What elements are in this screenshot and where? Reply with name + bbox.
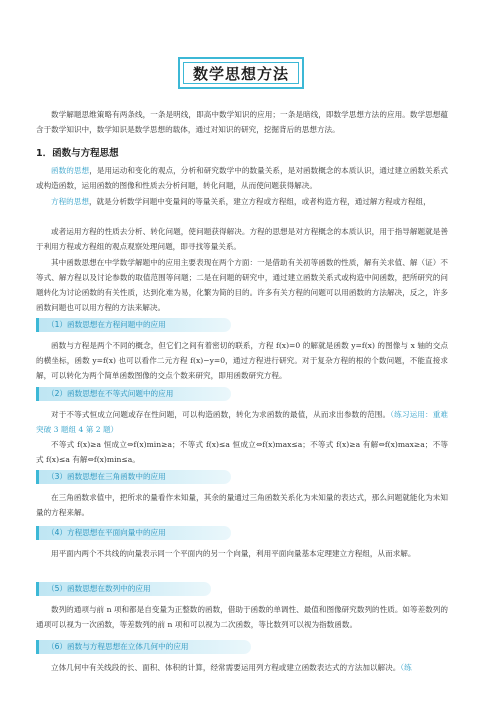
- subsection-6-text: 立体几何中有关线段的长、面积、体积的计算，经常需要运用列方程或建立函数表达式的方法加以解决。: [51, 663, 401, 672]
- function-idea-label: 函数的思想: [51, 166, 90, 175]
- practice-reference-2: （练: [400, 663, 412, 672]
- subsection-6-body: [36, 660, 448, 675]
- page-title: 数学思想方法: [192, 64, 289, 83]
- equation-idea-text: ，就是分析数学问题中变量间的等量关系，建立方程或方程组，或者构造方程，通过解方程或方程组，: [88, 197, 431, 206]
- subsection-bar-3: （3）函数思想在三角函数中的应用: [36, 470, 231, 484]
- subsection-2-text: 对于不等式恒成立问题或存在性问题，可以构造函数，转化为求函数的最值，从而求出参数的范围。: [51, 410, 391, 419]
- function-idea-text: ，是用运动和变化的观点，分析和研究数学中的数量关系，是对函数概念的本质认识，通过建立函数关系式或构造函数，运用函数的图像和性质去分析问题，转化问题，从而使问题获得解决。: [36, 166, 449, 190]
- intro-paragraph: 数学解题思维策略有两条线，一条是明线，即高中数学知识的应用；一条是暗线，即数学思想方法的应用。数学思想蕴含于数学知识中，数学知识是数学思想的载体，通过对知识的研究，挖掘背后的思想方法。: [36, 110, 448, 134]
- section-heading: 1．函数与方程思想: [36, 148, 119, 159]
- subsection-bar-1: （1）函数思想在方程问题中的应用: [36, 318, 231, 332]
- subsection-bar-4: （4）方程思想在平面向量中的应用: [36, 526, 231, 540]
- equation-idea-paragraph: [36, 194, 448, 209]
- function-idea-paragraph: [36, 163, 448, 193]
- subsection-2-body: [36, 407, 448, 437]
- equation-idea-label: 方程的思想: [51, 197, 89, 206]
- subsection-3-body: 在三角函数求值中，把所求的量看作未知量，其余的量通过三角函数关系化为未知量的表达式，那么问题就能化为未知量的方程来解。: [36, 493, 448, 517]
- practice-reference: （练习运用：重难突破 3 题组 4 第 2 题）: [36, 410, 448, 434]
- subsection-bar-2: （2）函数思想在不等式问题中的应用: [36, 387, 231, 401]
- applications-paragraph: 其中函数思想在中学数学解题中的应用主要表现在两个方面：一是借助有关初等函数的性质，解有关求值、解（证）不等式、解方程以及讨论参数的取值范围等问题；二是在问题的研究中，通过建立函数关系式或构造中间函数，把所研究的问题转化为讨论函数的有关性质，达到化难为易，化繁为简的目的。许多有关方程的问题可以用函数的方法解决，反之，许多函数问题也可以用方程的方法来解决。: [36, 258, 448, 312]
- subsection-bar-6: （6）函数与方程思想在立体几何中的应用: [36, 640, 251, 654]
- equation-idea-continued: 或者运用方程的性质去分析、转化问题，使问题获得解决。方程的思想是对方程概念的本质认识，用于指导解题就是善于利用方程或方程组的观点观察处理问题，即寻找等量关系。: [36, 227, 448, 251]
- inequality-rules: 不等式 f(x)≥a 恒成立⇔f(x)min≥a；不等式 f(x)≤a 恒成立⇔f(x)max≤a；不等式 f(x)≥a 有解⇔f(x)max≥a；不等式 f(x)≤a 有解⇔f(x)min≤a。: [36, 440, 448, 464]
- subsection-1-body: 函数与方程是两个不同的概念，但它们之间有着密切的联系，方程 f(x)=0 的解就是函数 y=f(x) 的图像与 x 轴的交点的横坐标，函数 y=f(x) 也可以看作二元方程 f(x)−y=0，通过方程进行研究。对于复杂方程的根的个数问题，不能直接求解，可以转化为两个简单函数图像的交点个数来研究，即用函数研究方程。: [36, 341, 448, 380]
- subsection-bar-5: （5）函数思想在数列中的应用: [36, 582, 211, 596]
- title-frame: [178, 57, 304, 89]
- subsection-4-body: 用平面内两个不共线的向量表示同一个平面内的另一个向量，利用平面向量基本定理建立方程组，从而求解。: [51, 549, 416, 558]
- subsection-5-body: 数列的通项与前 n 项和都是自变量为正整数的函数，借助于函数的单调性、最值和图像研究数列的性质。如等差数列的通项可以视为一次函数，等差数列的前 n 项和可以视为二次函数，等比数列可以视为指数函数。: [36, 605, 448, 629]
